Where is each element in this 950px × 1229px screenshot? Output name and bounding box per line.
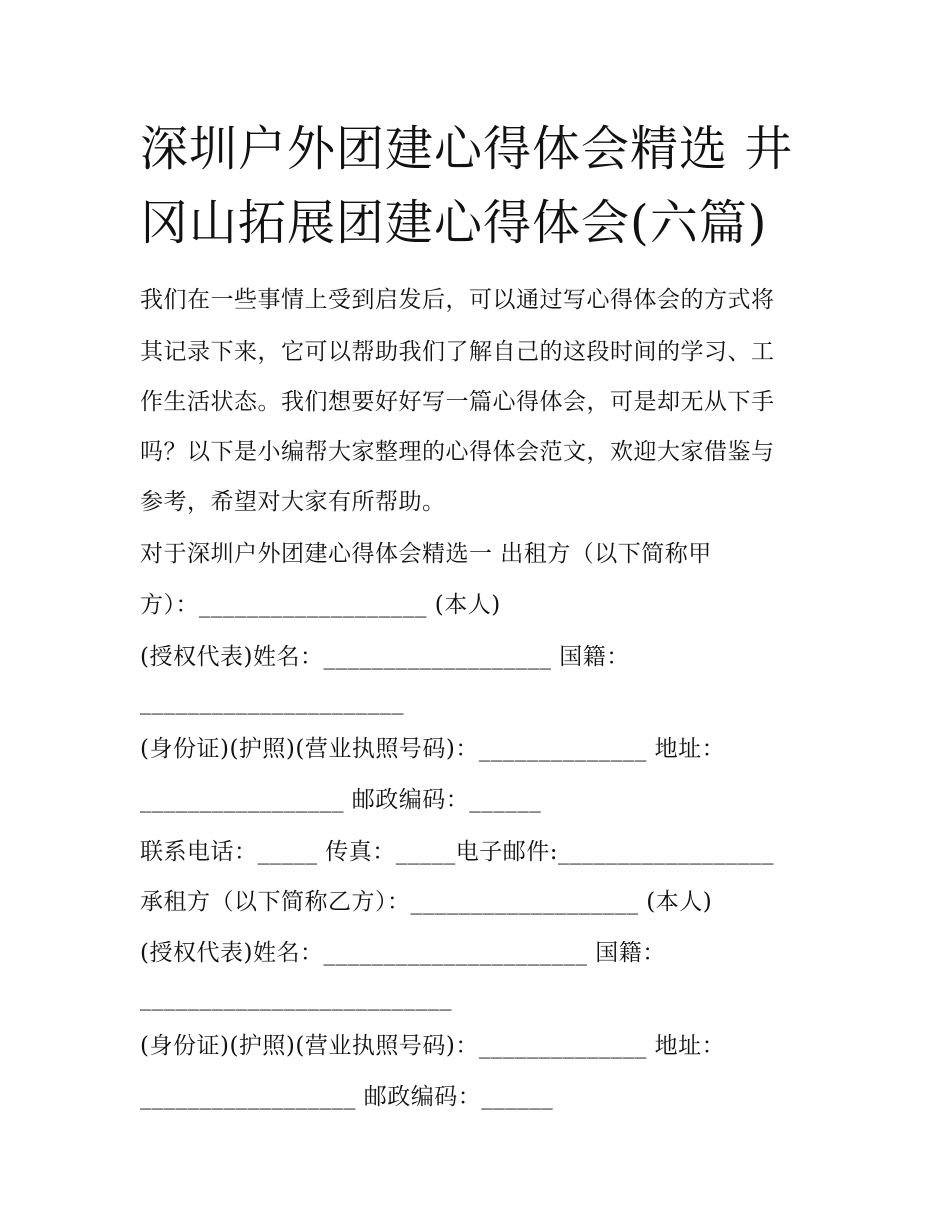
title-line-1: 深圳户外团建心得体会精选 井 (140, 121, 794, 177)
contract-line-7: 联系电话：_____ 传真：_____电子邮件:__________________ (140, 839, 775, 865)
contract-line-3: (授权代表)姓名：___________________ 国籍： (140, 644, 630, 670)
contract-line-10: __________________________ (140, 985, 452, 1011)
contract-line-6: _________________ 邮政编码：______ (140, 787, 542, 813)
page-title (140, 112, 830, 260)
contract-line-2: 方）：___________________ (本人) (140, 592, 501, 618)
intro-line-4: 吗？以下是小编帮大家整理的心得体会范文，欢迎大家借鉴与 (140, 439, 775, 465)
contract-line-11: (身份证)(护照)(营业执照号码)：______________ 地址： (140, 1033, 726, 1059)
contract-line-8: 承租方（以下简称乙方）：___________________ (本人) (140, 889, 713, 915)
contract-line-12: __________________ 邮政编码：______ (140, 1084, 554, 1110)
contract-line-5: (身份证)(护照)(营业执照号码)：______________ 地址： (140, 736, 726, 762)
intro-line-1: 我们在一些事情上受到启发后，可以通过写心得体会的方式将 (140, 287, 775, 313)
contract-line-4: ______________________ (140, 689, 404, 715)
intro-line-2: 其记录下来，它可以帮助我们了解自己的这段时间的学习、工 (140, 339, 775, 365)
intro-line-3: 作生活状态。我们想要好好写一篇心得体会，可是却无从下手 (140, 389, 775, 415)
intro-line-5: 参考，希望对大家有所帮助。 (140, 489, 446, 515)
contract-line-1: 对于深圳户外团建心得体会精选一 出租方（以下简称甲 (140, 541, 712, 567)
contract-line-9: (授权代表)姓名：______________________ 国籍： (140, 940, 666, 966)
title-line-2: 冈山拓展团建心得体会(六篇) (140, 195, 768, 251)
